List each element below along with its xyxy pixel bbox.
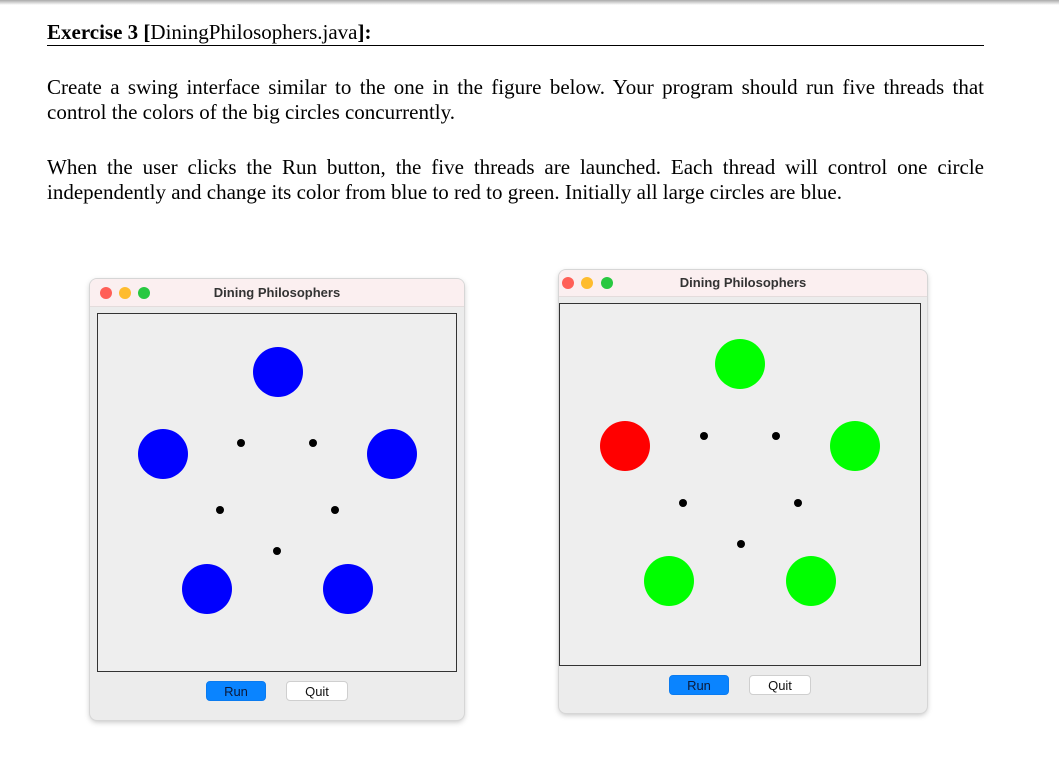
window-title: Dining Philosophers — [213, 285, 341, 300]
heading-bold-prefix: Exercise 3 [ — [47, 20, 151, 44]
chopstick-dot — [794, 499, 802, 507]
window-running — [559, 270, 927, 713]
titlebar — [90, 279, 464, 307]
window-initial — [90, 279, 464, 720]
philosopher-circle — [600, 421, 650, 471]
window-title: Dining Philosophers — [679, 275, 807, 290]
chopstick-dot — [700, 432, 708, 440]
chopstick-dot — [237, 439, 245, 447]
run-button[interactable]: Run — [206, 681, 266, 701]
chopstick-dot — [331, 506, 339, 514]
heading-filename: DiningPhilosophers.java — [150, 20, 358, 44]
drawing-canvas — [559, 303, 921, 666]
exercise-heading — [47, 20, 984, 46]
chopstick-dot — [737, 540, 745, 548]
philosopher-circle — [182, 564, 232, 614]
philosopher-circle — [715, 339, 765, 389]
heading-bold-suffix: ]: — [357, 20, 372, 44]
chopstick-dot — [273, 547, 281, 555]
philosopher-circle — [138, 429, 188, 479]
philosopher-circle — [786, 556, 836, 606]
philosopher-circle — [323, 564, 373, 614]
top-shadow — [0, 0, 1059, 5]
chopstick-dot — [309, 439, 317, 447]
paragraph-2: When the user clicks the Run button, the five threads are launched. Each thread will control one circle independently and change its color from blue to red to green. Initially all large circles are blue. — [47, 155, 984, 204]
chopstick-dot — [216, 506, 224, 514]
philosopher-circle — [253, 347, 303, 397]
chopstick-dot — [679, 499, 687, 507]
drawing-canvas — [97, 313, 457, 672]
philosopher-circle — [644, 556, 694, 606]
philosopher-circle — [830, 421, 880, 471]
titlebar — [559, 270, 927, 297]
philosopher-circle — [367, 429, 417, 479]
quit-button[interactable]: Quit — [749, 675, 811, 695]
chopstick-dot — [772, 432, 780, 440]
quit-button[interactable]: Quit — [286, 681, 348, 701]
run-button[interactable]: Run — [669, 675, 729, 695]
paragraph-1: Create a swing interface similar to the one in the figure below. Your program should run five threads that control the colors of the big circles concurrently. — [47, 75, 984, 124]
